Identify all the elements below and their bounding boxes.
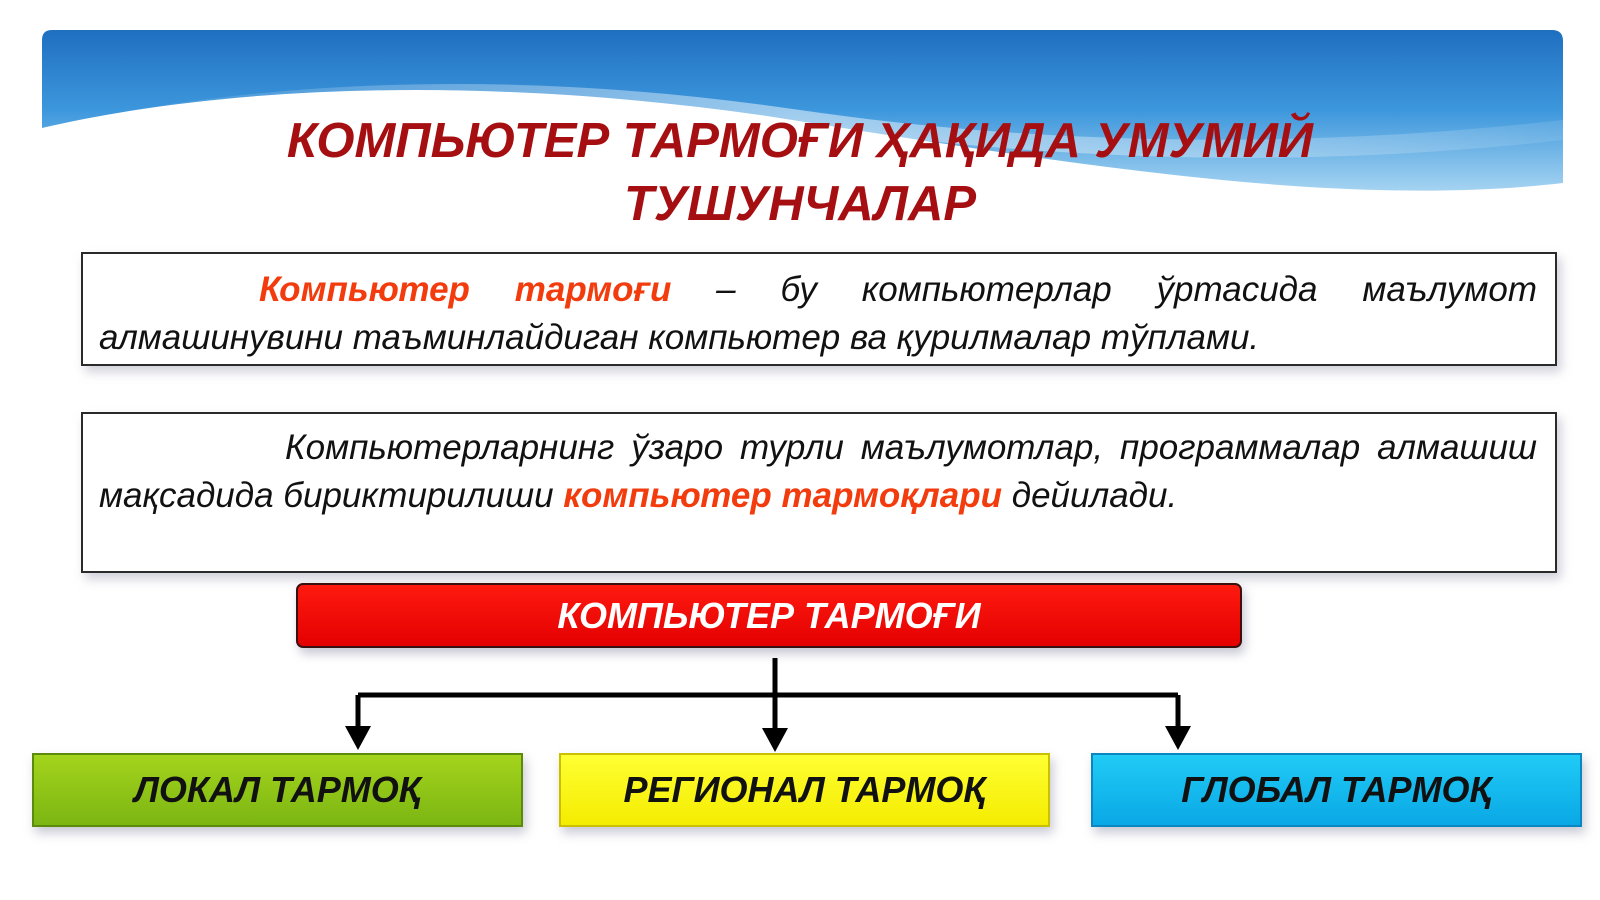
definition-1-body: – бу компьютерлар ўртасида маълумот алмашинувини таъминлайдиган компьютер ва қурилмалар тўплами. (99, 270, 1537, 357)
leaf-node-local-network: ЛОКАЛ ТАРМОҚ (32, 753, 523, 827)
root-node-computer-network: КОМПЬЮТЕР ТАРМОҒИ (296, 583, 1242, 648)
definition-2-term: компьютер тармоқлари (563, 476, 1003, 515)
leaf-node-regional-network: РЕГИОНАЛ ТАРМОҚ (559, 753, 1050, 827)
leaf-node-global-network: ГЛОБАЛ ТАРМОҚ (1091, 753, 1582, 827)
definition-1-term: Компьютер тармоғи (259, 270, 672, 309)
definition-2-body: Компьютерларнинг ўзаро турли маълумотлар, программалар алмашиш мақсадида бириктирилиши (99, 428, 1537, 515)
definition-2-end: дейилади. (1002, 476, 1178, 515)
slide-title: КОМПЬЮТЕР ТАРМОҒИ ҲАҚИДА УМУМИЙ ТУШУНЧАЛАР (286, 114, 1314, 231)
